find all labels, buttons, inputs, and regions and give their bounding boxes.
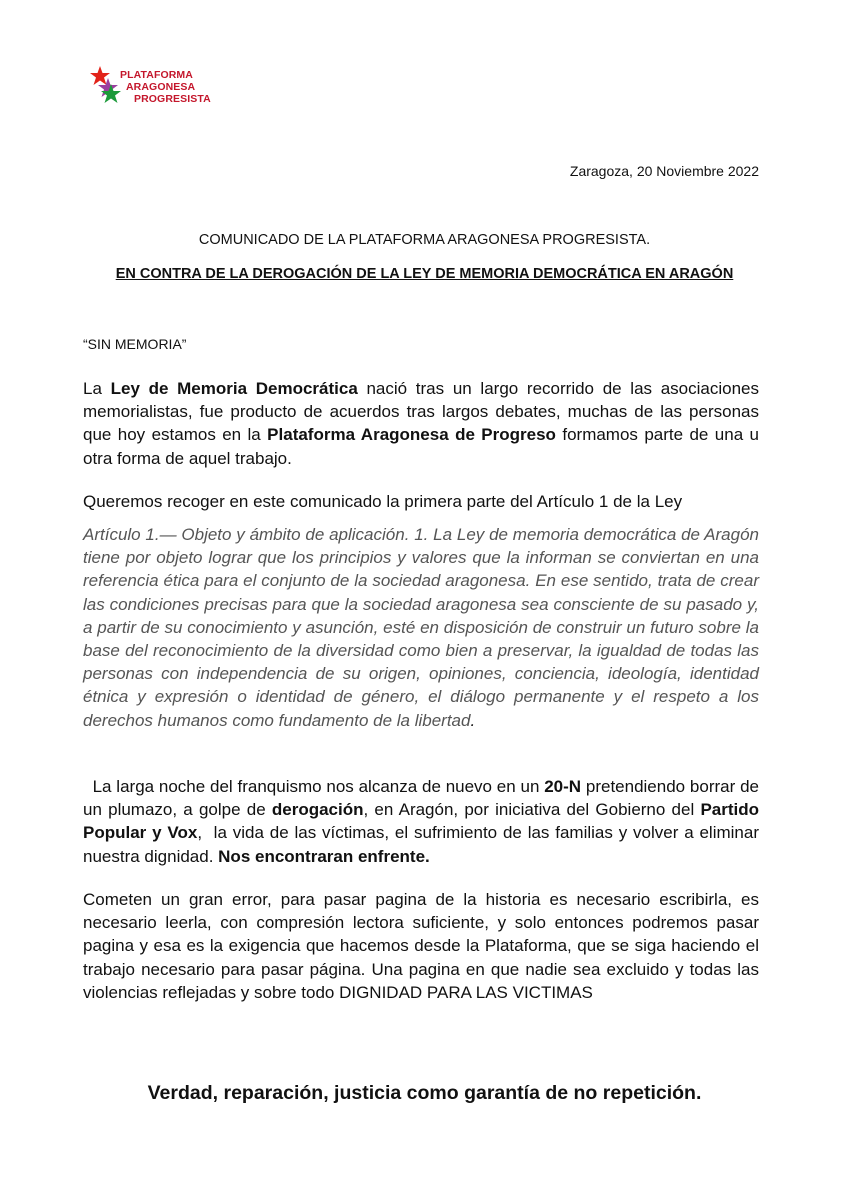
stars-logo-icon [88,64,122,110]
p1-platform-name: Plataforma Aragonesa de Progreso [267,425,556,445]
closing-slogan: Verdad, reparación, justicia como garantía de no repetición. [147,1082,702,1104]
p4-derogation: derogación [271,800,364,820]
organization-logo [88,64,228,112]
section-title: “SIN MEMORIA” [83,336,187,352]
p1-law-name: Ley de Memoria Democrática [110,379,358,398]
p4-statement: Nos encontraran enfrente. [218,846,430,866]
p4-text-c: pretendiendo borrar de un plumazo, a golpe de [83,777,764,820]
p1-text-a: La [83,379,111,398]
logo-wordmark [120,69,211,105]
paragraph-francoism [83,775,764,868]
p4-date: 20-N [544,777,582,796]
article-quote [83,523,759,732]
p4-text-g: , la vida de las víctimas, el sufrimiento de las familias y volver a eliminar nuestra dignidad. [83,823,764,866]
logo-line-2: ARAGONESA [126,81,196,93]
paragraph-intro [83,377,759,470]
p1-text-c: nació tras un largo recorrido de las asociaciones memorialistas, fue producto de acuerdos tras largos debates, muchas de las personas que hoy estamos en la [83,379,759,445]
paragraph-error: Cometen un gran error, para pasar pagina de la historia es necesario escribirla, es necesario leerla, con compresión lectora suficiente, y solo entonces podremos pasar pagina y esa es la exigencia que hacemos desde la Plataforma, que se siga haciendo el trabajo necesario para pasar página. Una pagina en que nadie sea excluido y todas las violencias reflejadas y sobre todo DIGNIDAD PARA LAS VICTIMAS [83,890,759,1002]
communique-subheading: EN CONTRA DE LA DEROGACIÓN DE LA LEY DE MEMORIA DEMOCRÁTICA EN ARAGÓN [115,266,734,282]
logo-line-3: PROGRESISTA [134,93,211,105]
p4-text-a: La larga noche del franquismo nos alcanza de nuevo en un [83,777,545,796]
article-end: . [470,710,476,730]
document-date: Zaragoza, 20 Noviembre 2022 [569,163,759,179]
paragraph-article-intro: Queremos recoger en este comunicado la primera parte del Artículo 1 de la Ley [83,492,683,511]
p4-parties: Partido Popular y Vox [83,800,764,843]
p1-text-e: formamos parte de una u otra forma de aquel trabajo. [83,425,759,468]
article-text: Artículo 1.— Objeto y ámbito de aplicación. 1. La Ley de memoria democrática de Aragón tiene por objeto lograr que los principios y valores que la informan se conviertan en una referencia ética para el conjunto de la sociedad aragonesa. En ese sentido, trata de crear las condiciones precisas para que la sociedad aragonesa sea consciente de su pasado y, a partir de su conocimiento y asunción, esté en disposición de construir un futuro sobre la base del reconocimiento de la diversidad como bien a preservar, la igualdad de todas las personas con independencia de su origen, opiniones, conciencia, ideología, identidad étnica y expresión o identidad de género, el diálogo permanente y el respeto a los derechos humanos como fundamento de la libertad [83,525,759,730]
logo-line-1: PLATAFORMA [120,69,193,81]
p4-text-e: , en Aragón, por iniciativa del Gobierno del [363,800,701,820]
communique-heading: COMUNICADO DE LA PLATAFORMA ARAGONESA PROGRESISTA. [198,232,651,248]
